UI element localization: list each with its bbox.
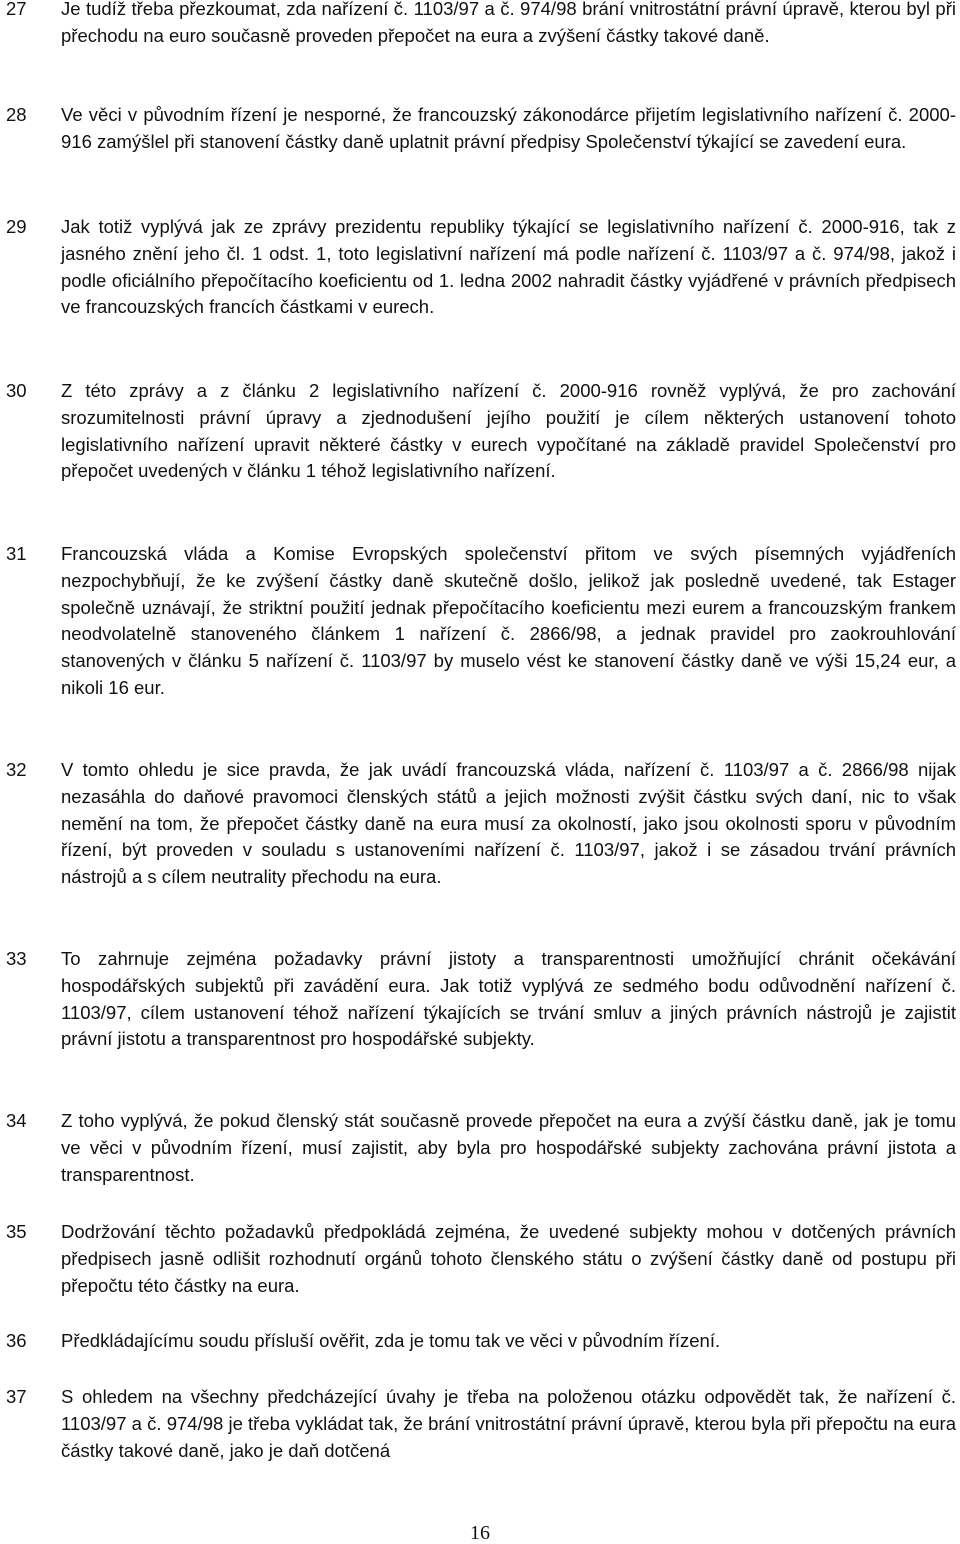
- paragraph-number: 28: [6, 104, 27, 125]
- paragraph-text: Z této zprávy a z článku 2 legislativního nařízení č. 2000-916 rovněž vyplývá, že pro zachování srozumitelnosti právní úpravy a zjednodušení jejího použití je cílem některých ustanovení tohoto legislativního nařízení upravit některé částky v eurech vypočítané na základě pravidel Společenství pro přepočet uvedených v článku 1 téhož legislativního nařízení.: [61, 380, 956, 482]
- paragraph-text: Předkládajícímu soudu přísluší ověřit, zda je tomu tak ve věci v původním řízení.: [61, 1330, 721, 1351]
- paragraph-number: 34: [6, 1110, 27, 1131]
- paragraph-text: Je tudíž třeba přezkoumat, zda nařízení č. 1103/97 a č. 974/98 brání vnitrostátní právní úpravě, kterou byl při přechodu na euro současně proveden přepočet na eura a zvýšení částky takové daně.: [61, 0, 956, 46]
- paragraph-32: [0, 757, 960, 891]
- paragraph-33: [0, 946, 960, 1053]
- paragraph-number: 30: [6, 380, 27, 401]
- paragraph-27: [0, 0, 960, 50]
- paragraph-28: [0, 102, 960, 156]
- page-number: 16: [470, 1522, 490, 1544]
- paragraph-number: 27: [6, 0, 27, 19]
- paragraph-number: 35: [6, 1221, 27, 1242]
- paragraph-number: 33: [6, 948, 27, 969]
- paragraph-29: [0, 214, 960, 321]
- paragraph-number: 37: [6, 1386, 27, 1407]
- paragraph-number: 32: [6, 759, 27, 780]
- paragraph-31: [0, 541, 960, 702]
- paragraph-text: Dodržování těchto požadavků předpokládá zejména, že uvedené subjekty mohou v dotčených právních předpisech jasně odlišit rozhodnutí orgánů tohoto členského státu o zvýšení částky daně od postupu při přepočtu této částky na eura.: [61, 1221, 956, 1296]
- paragraph-34: [0, 1108, 960, 1188]
- paragraph-number: 31: [6, 543, 27, 564]
- paragraph-text: Ve věci v původním řízení je nesporné, že francouzský zákonodárce přijetím legislativního nařízení č. 2000-916 zamýšlel při stanovení částky daně uplatnit právní předpisy Společenství týkající se zavedení eura.: [61, 104, 956, 152]
- paragraph-35: [0, 1219, 960, 1299]
- paragraph-text: Z toho vyplývá, že pokud členský stát současně provede přepočet na eura a zvýší částku daně, jak je tomu ve věci v původním řízení, musí zajistit, aby byla pro hospodářské subjekty zachována právní jistota a transparentnost.: [61, 1110, 956, 1185]
- paragraph-text: Francouzská vláda a Komise Evropských společenství přitom ve svých písemných vyjádřeních nezpochybňují, že ke zvýšení částky daně skutečně došlo, jelikož jak posledně uvedené, tak Estager společně uznávají, že striktní použití jednak přepočítacího koeficientu mezi eurem a francouzským frankem neodvolatelně stanoveného článkem 1 nařízení č. 2866/98, a jednak pravidel pro zaokrouhlování stanovených v článku 5 nařízení č. 1103/97 by muselo vést ke stanovení částky daně ve výši 15,24 eur, a nikoli 16 eur.: [61, 543, 956, 698]
- paragraph-37: [0, 1384, 960, 1464]
- paragraph-text: V tomto ohledu je sice pravda, že jak uvádí francouzská vláda, nařízení č. 1103/97 a č. 2866/98 nijak nezasáhla do daňové pravomoci členských států a jejich možnosti zvýšit částku svých daní, nic to však nemění na tom, že přepočet částky daně na eura musí za okolností, jako jsou okolnosti sporu v původním řízení, být proveden v souladu s ustanoveními nařízení č. 1103/97, jakož i se zásadou trvání právních nástrojů a s cílem neutrality přechodu na eura.: [61, 759, 956, 888]
- paragraph-30: [0, 378, 960, 485]
- paragraph-36: [0, 1328, 960, 1355]
- paragraph-number: 36: [6, 1330, 27, 1351]
- paragraph-text: To zahrnuje zejména požadavky právní jistoty a transparentnosti umožňující chránit očekávání hospodářských subjektů při zavádění eura. Jak totiž vyplývá ze sedmého bodu odůvodnění nařízení č. 1103/97, cílem ustanovení téhož nařízení týkajících se trvání smluv a jiných právních nástrojů je zajistit právní jistotu a transparentnost pro hospodářské subjekty.: [61, 948, 956, 1050]
- paragraph-text: S ohledem na všechny předcházející úvahy je třeba na položenou otázku odpovědět tak, že nařízení č. 1103/97 a č. 974/98 je třeba vykládat tak, že brání vnitrostátní právní úpravě, kterou byla při přepočtu na eura částky takové daně, jako je daň dotčená: [61, 1386, 956, 1461]
- paragraph-text: Jak totiž vyplývá jak ze zprávy prezidentu republiky týkající se legislativního nařízení č. 2000-916, tak z jasného znění jeho čl. 1 odst. 1, toto legislativní nařízení má podle nařízení č. 1103/97 a č. 974/98, jakož i podle oficiálního přepočítacího koeficientu od 1. ledna 2002 nahradit částky vyjádřené v právních předpisech ve francouzských francích částkami v eurech.: [61, 216, 956, 318]
- paragraph-number: 29: [6, 216, 27, 237]
